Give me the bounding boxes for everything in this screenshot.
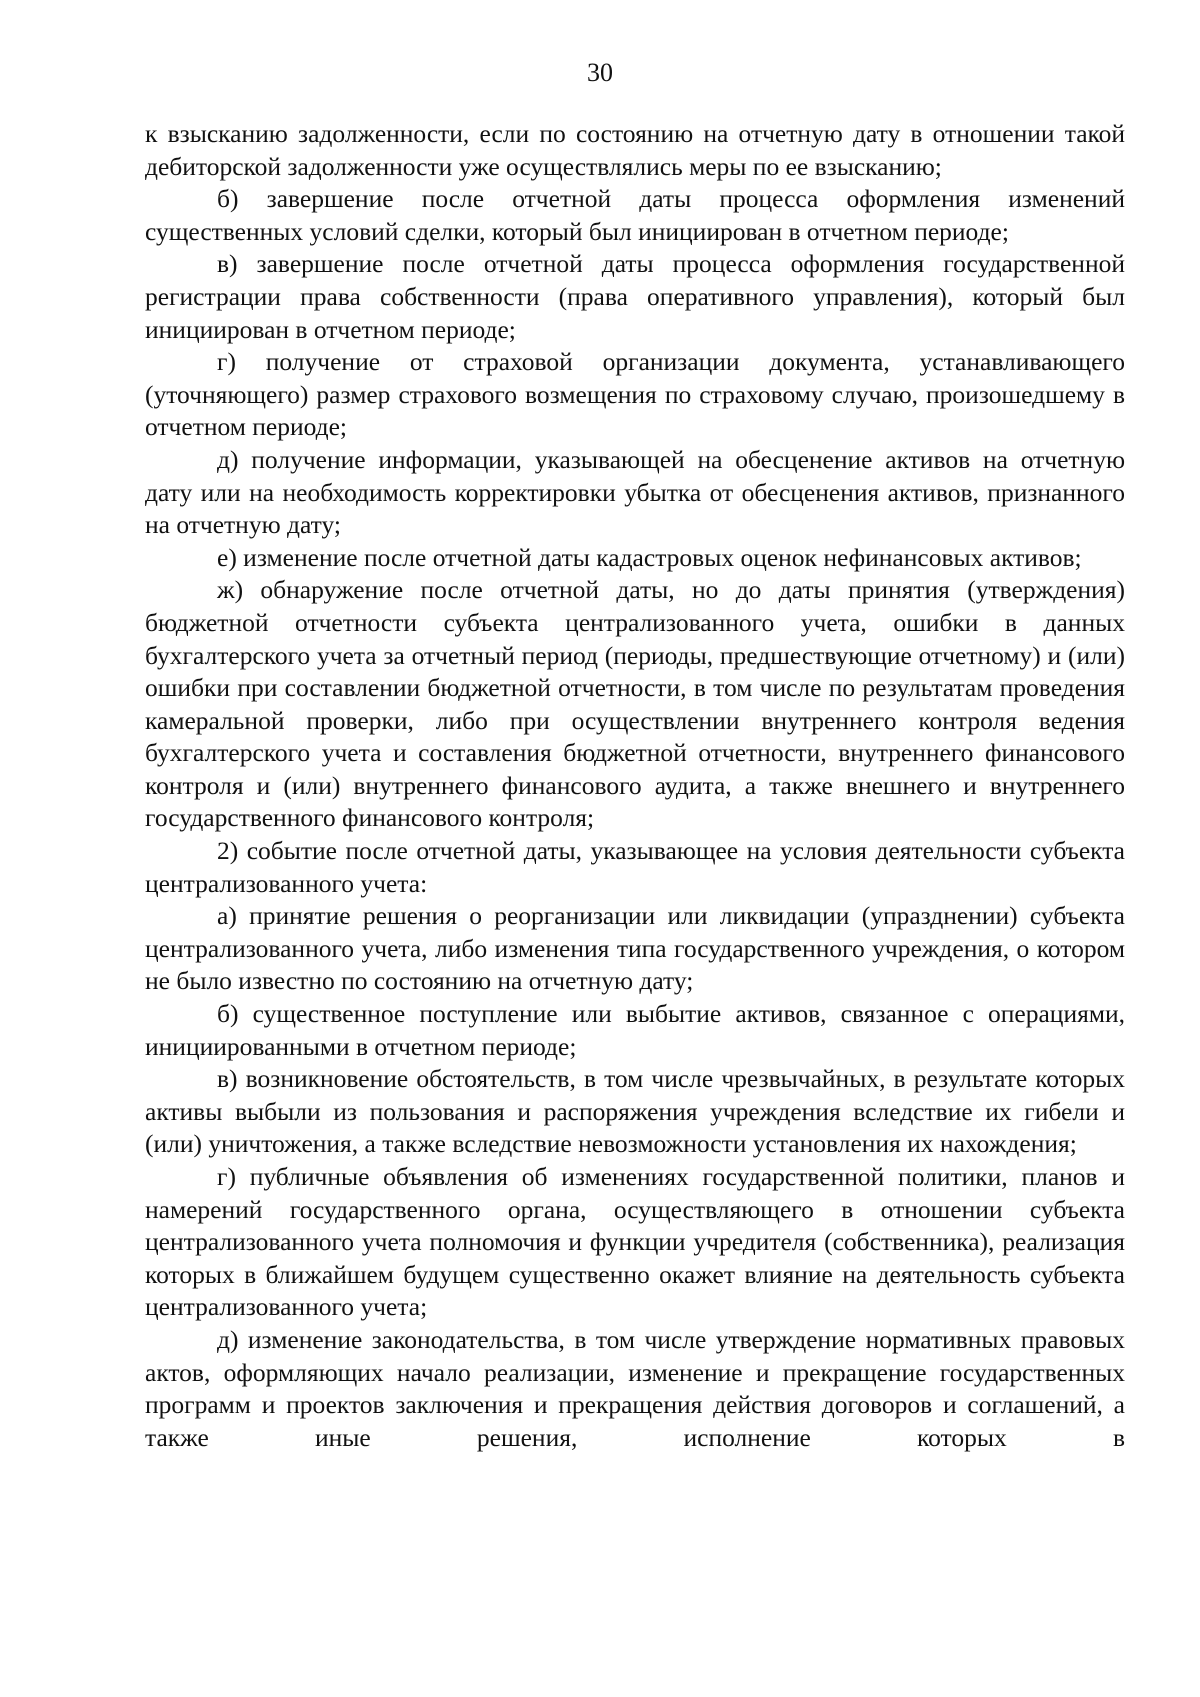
document-body	[145, 118, 1125, 1454]
paragraph-item-g: г) получение от страховой организации документа, устанавливающего (уточняющего) размер страхового возмещения по страховому случаю, произошедшему в отчетном периоде;	[145, 347, 1125, 442]
paragraph-item-b: б) завершение после отчетной даты процесса оформления изменений существенных условий сделки, который был инициирован в отчетном периоде;	[145, 184, 1125, 246]
paragraph-point-2: 2) событие после отчетной даты, указывающее на условия деятельности субъекта централизованного учета:	[145, 836, 1125, 898]
paragraph-item-g-2: г) публичные объявления об изменениях государственной политики, планов и намерений государственного органа, осуществляющего в отношении субъекта централизованного учета полномочия и функции учредителя (собственника), реализация которых в ближайшем будущем существенно окажет влияние на деятельность субъекта централизованного учета;	[145, 1162, 1125, 1322]
paragraph-item-d: д) получение информации, указывающей на обесценение активов на отчетную дату или на необходимость корректировки убытка от обесценения активов, признанного на отчетную дату;	[145, 444, 1125, 540]
paragraph-item-v: в) завершение после отчетной даты процесса оформления государственной регистрации права собственности (права оперативного управления), который был инициирован в отчетном периоде;	[145, 249, 1125, 344]
paragraph-item-b-2: б) существенное поступление или выбытие активов, связанное с операциями, инициированными в отчетном периоде;	[145, 999, 1125, 1061]
paragraph-item-e: е) изменение после отчетной даты кадастровых оценок нефинансовых активов;	[217, 542, 1082, 572]
paragraph-item-v-2: в) возникновение обстоятельств, в том числе чрезвычайных, в результате которых активы выбыли из пользования и распоряжения учреждения вследствие их гибели и (или) уничтожения, а также вследствие невозможности установления их нахождения;	[145, 1064, 1125, 1159]
paragraph-item-zh: ж) обнаружение после отчетной даты, но до даты принятия (утверждения) бюджетной отчетности субъекта централизованного учета, ошибки в данных бухгалтерского учета за отчетный период (периоды, предшествующие отчетному) и (или) ошибки при составлении бюджетной отчетности, в том числе по результатам проведения камеральной проверки, либо при осуществлении внутреннего контроля ведения бухгалтерского учета и составления бюджетной отчетности, внутреннего финансового контроля и (или) внутреннего финансового аудита, а также внешнего и внутреннего государственного финансового контроля;	[145, 575, 1125, 833]
paragraph-item-a: а) принятие решения о реорганизации или ликвидации (упразднении) субъекта централизованного учета, либо изменения типа государственного учреждения, о котором не было известно по состоянию на отчетную дату;	[145, 901, 1125, 996]
page-number: 30	[587, 58, 613, 87]
paragraph-continuation: к взысканию задолженности, если по состоянию на отчетную дату в отношении такой дебиторской задолженности уже осуществлялись меры по ее взысканию;	[145, 119, 1125, 181]
paragraph-item-d-2: д) изменение законодательства, в том числе утверждение нормативных правовых актов, оформляющих начало реализации, изменение и прекращение государственных программ и проектов заключения и прекращения действия договоров и соглашений, а также иные решения, исполнение которых в	[145, 1324, 1125, 1452]
